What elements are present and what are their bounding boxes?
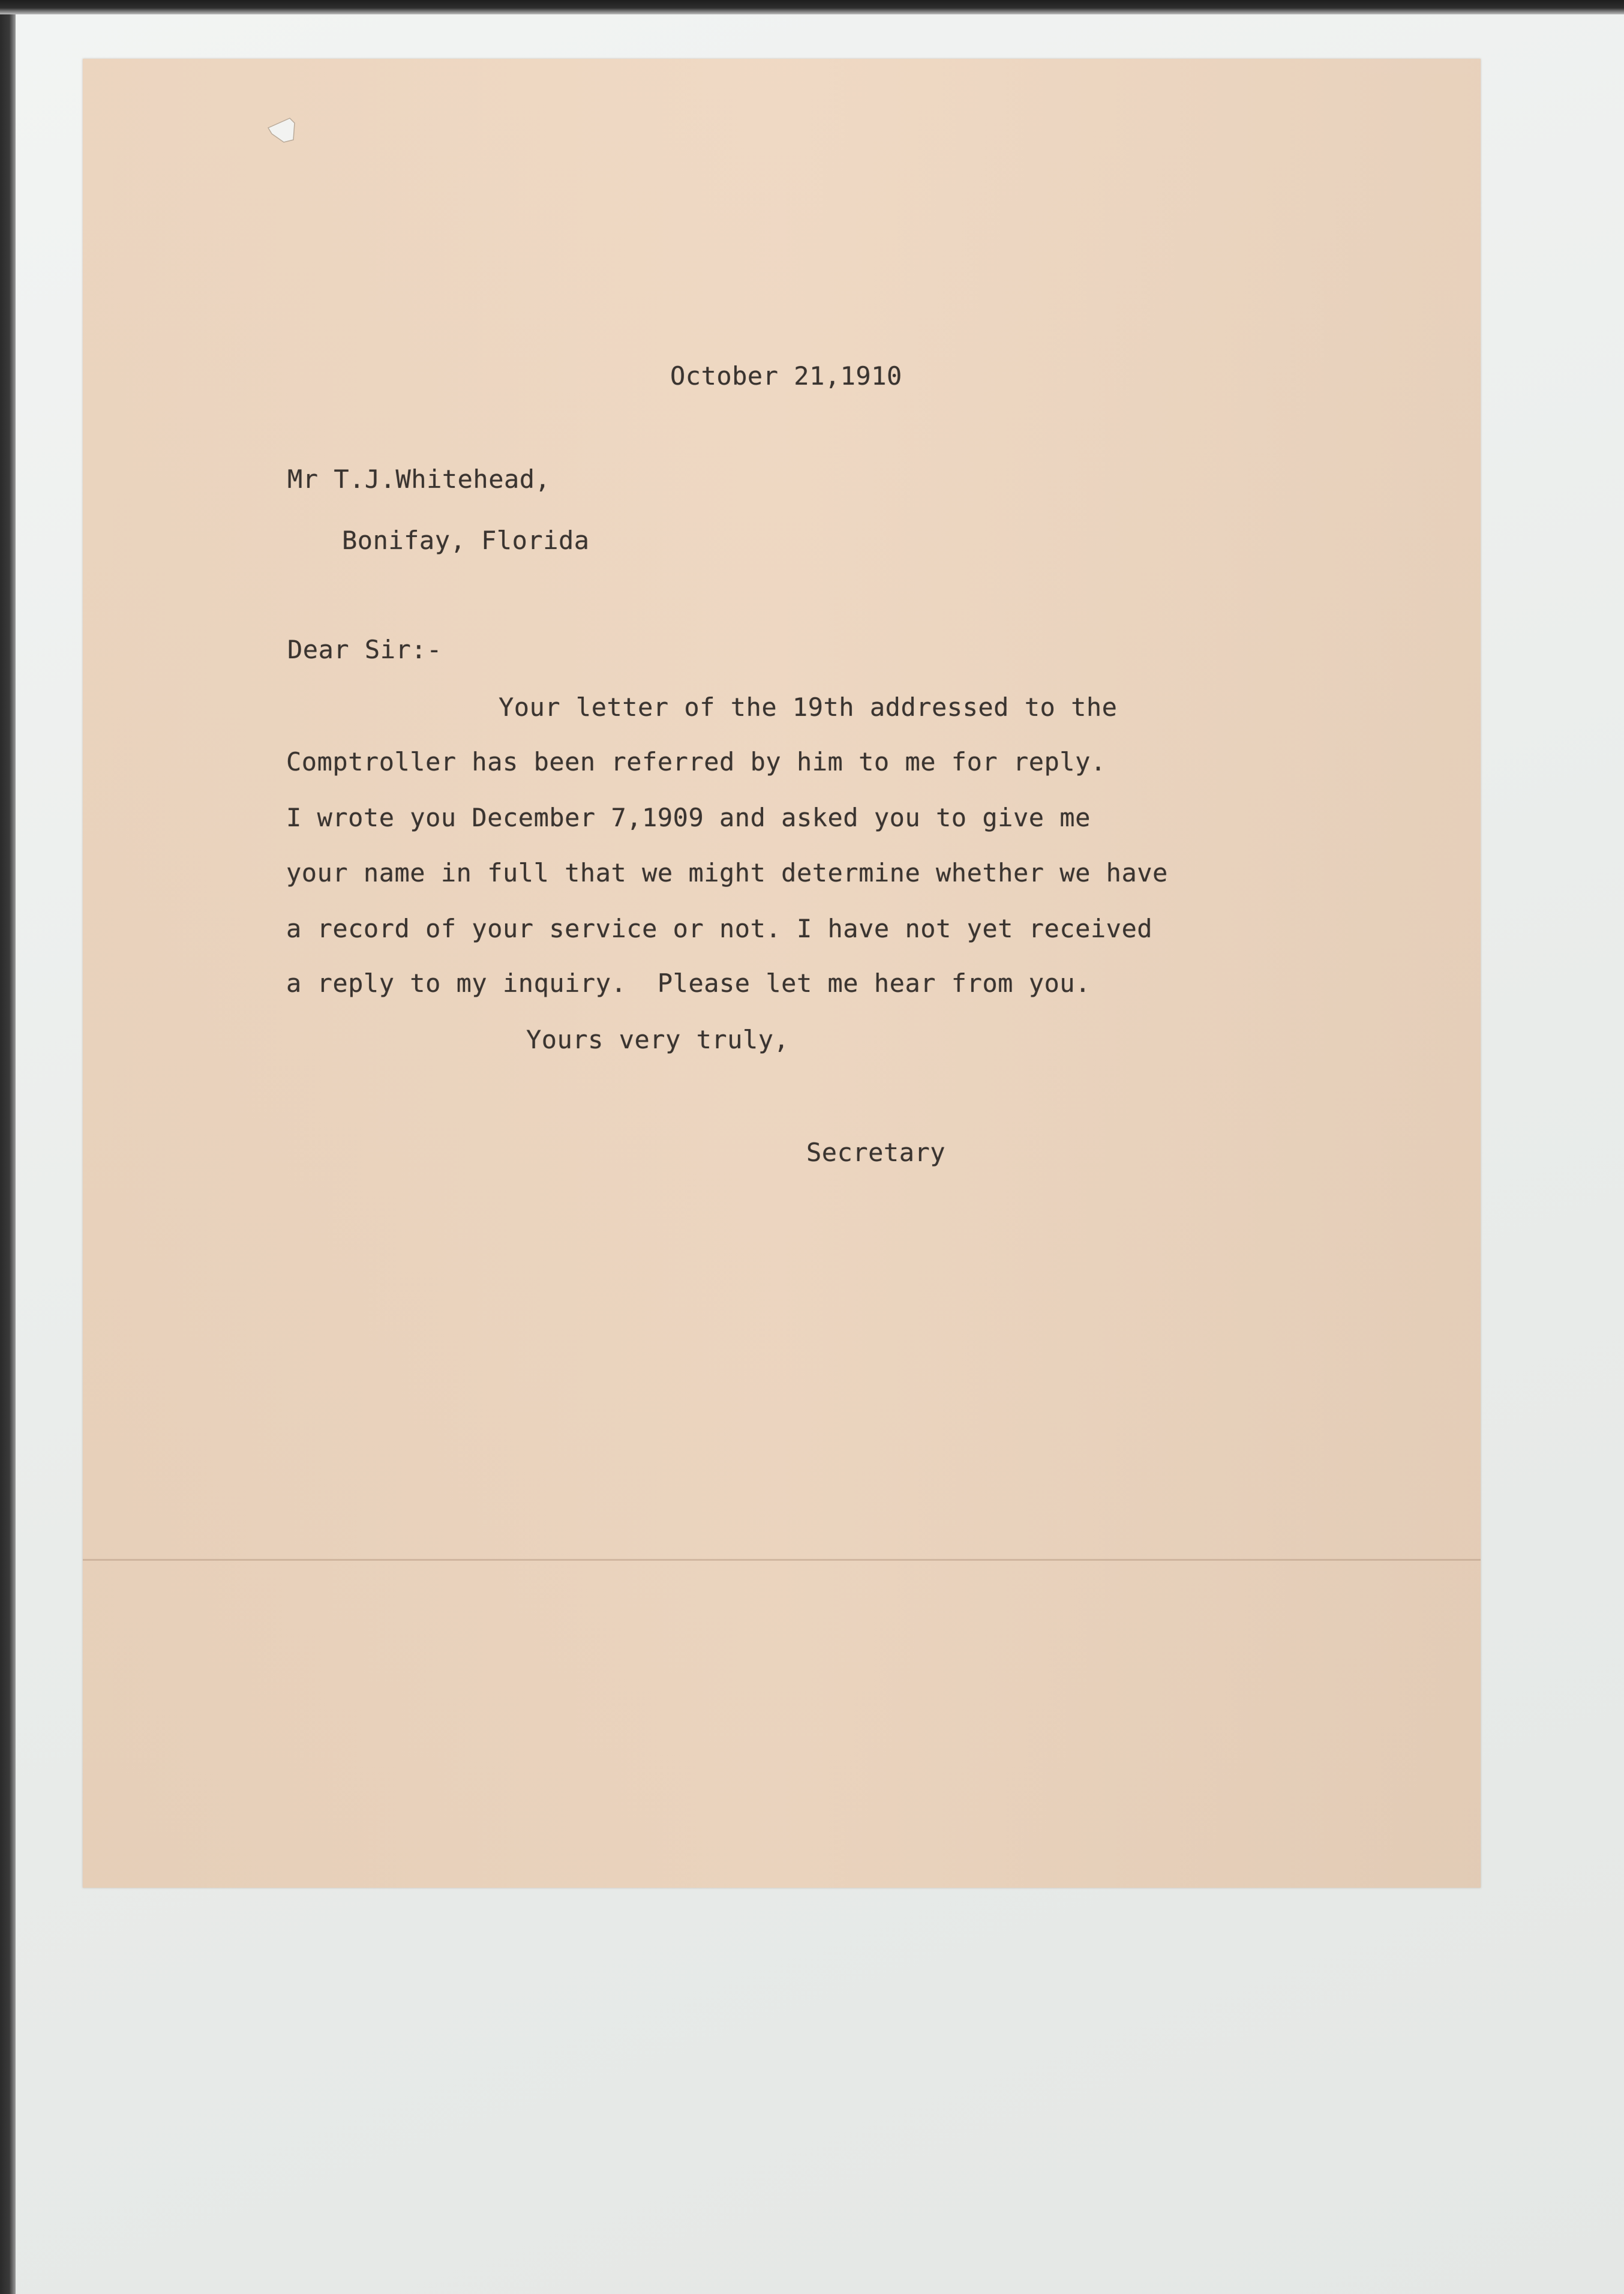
recipient-address: Bonifay, Florida	[342, 526, 590, 555]
body-line: your name in full that we might determine whether we have	[286, 858, 1168, 887]
letter-date: October 21,1910	[670, 361, 902, 391]
closing: Yours very truly,	[526, 1025, 790, 1054]
recipient-name: Mr T.J.Whitehead,	[287, 464, 551, 494]
body-line: Comptroller has been referred by him to me for reply.	[286, 747, 1106, 776]
body-line: I wrote you December 7,1909 and asked you to give me	[286, 803, 1091, 832]
signature-title: Secretary	[806, 1138, 946, 1167]
scanner-edge-left	[0, 0, 16, 2294]
paper-fold-line	[83, 1559, 1481, 1561]
scanner-edge-top	[0, 0, 1624, 14]
paper-tear-mark	[266, 116, 302, 145]
body-line: Your letter of the 19th addressed to the	[499, 692, 1118, 722]
body-line: a reply to my inquiry. Please let me hear from you.	[286, 968, 1091, 998]
body-line: a record of your service or not. I have not yet received	[286, 914, 1153, 943]
salutation: Dear Sir:-	[287, 635, 442, 664]
